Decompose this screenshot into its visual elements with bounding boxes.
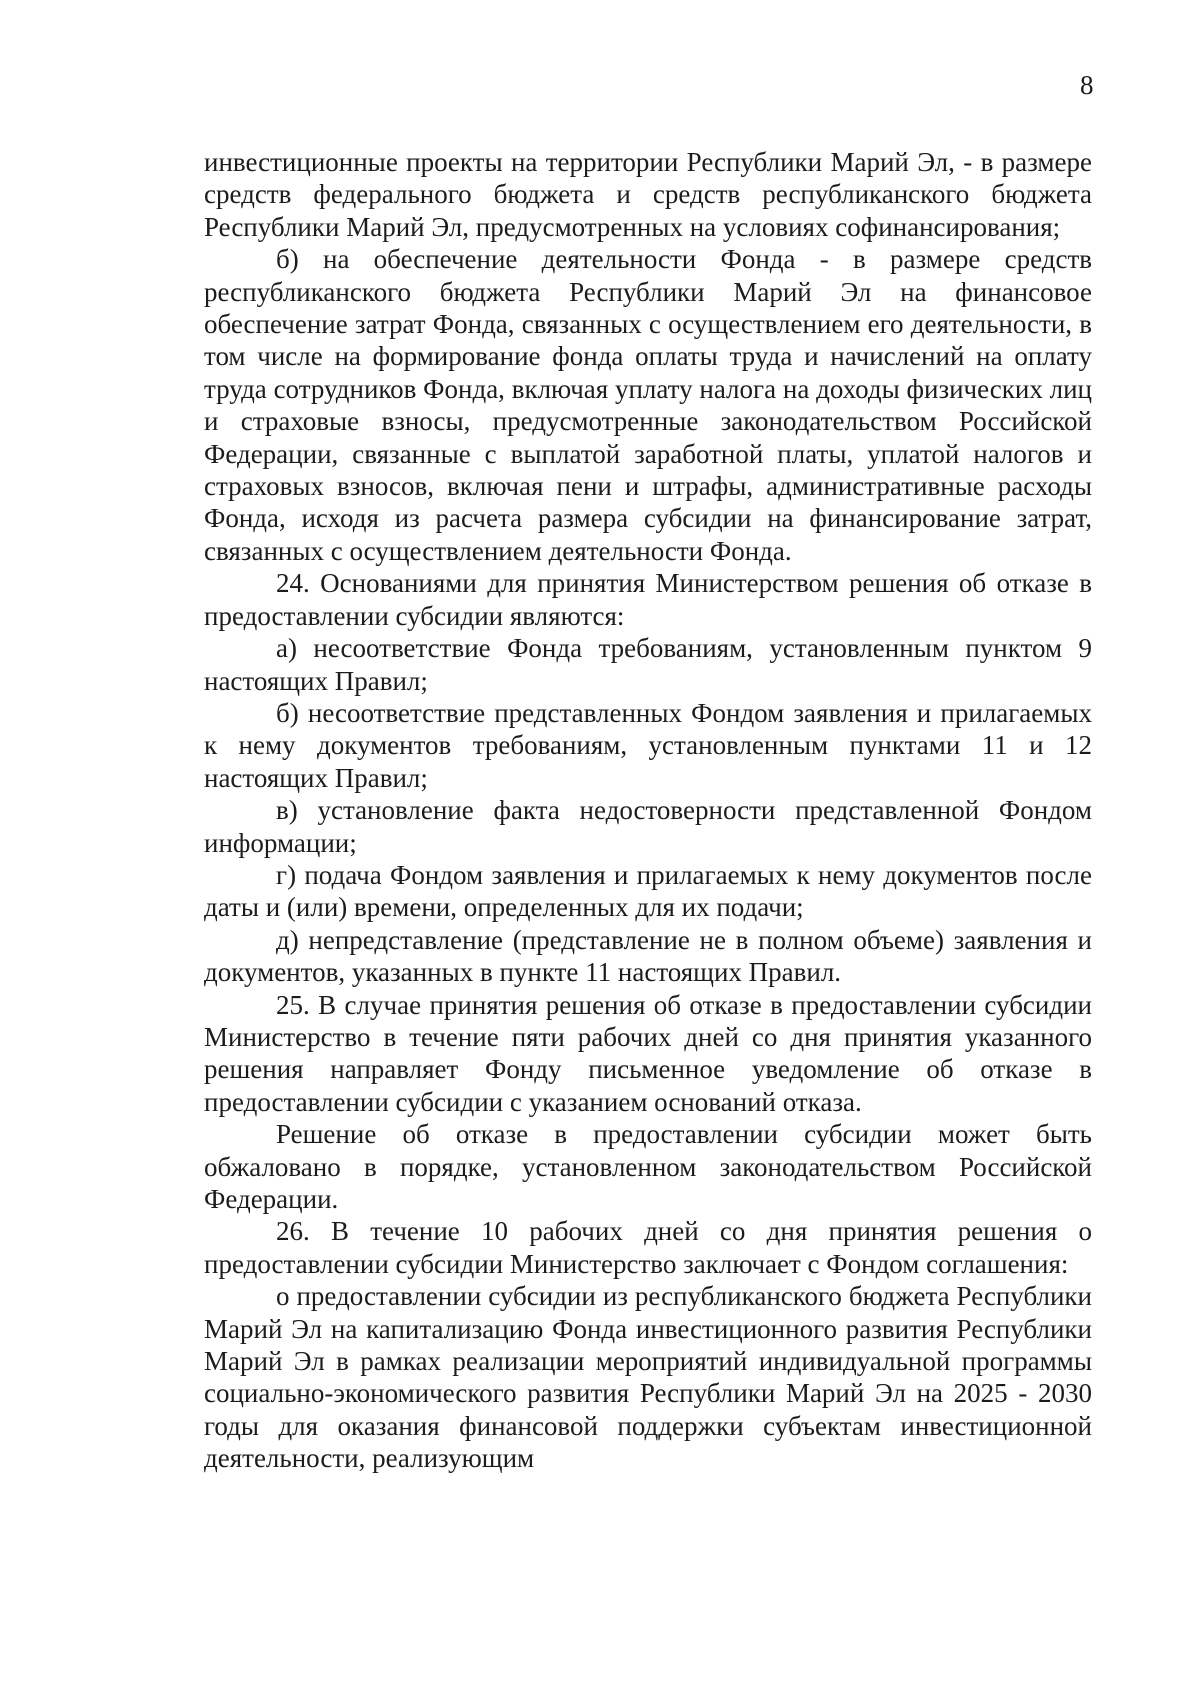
document-body: [204, 146, 1092, 1475]
paragraph-26-agreement: о предоставлении субсидии из республиканского бюджета Республики Марий Эл на капитализацию Фонда инвестиционного развития Республики Марий Эл в рамках реализации мероприятий индивидуальной программы социально-экономического развития Республики Марий Эл на 2025 - 2030 годы для оказания финансовой поддержки субъектам инвестиционной деятельности, реализующим: [204, 1281, 1092, 1474]
paragraph-25-appeal: Решение об отказе в предоставлении субсидии может быть обжаловано в порядке, установленном законодательством Российской Федерации.: [204, 1119, 1092, 1214]
paragraph-24-b: б) несоответствие представленных Фондом заявления и прилагаемых к нему документов требованиям, установленным пунктами 11 и 12 настоящих Правил;: [204, 697, 1092, 793]
paragraph-26: 26. В течение 10 рабочих дней со дня принятия решения о предоставлении субсидии Министерство заключает с Фондом соглашения:: [204, 1216, 1092, 1279]
paragraph-item-b-fund-activity: б) на обеспечение деятельности Фонда - в размере средств республиканского бюджета Республики Марий Эл на финансовое обеспечение затрат Фонда, связанных с осуществлением его деятельности, в том числе на формирование фонда оплаты труда и начислений на оплату труда сотрудников Фонда, включая уплату налога на доходы физических лиц и страховые взносы, предусмотренные законодательством Российской Федерации, связанные с выплатой заработной платы, уплатой налогов и страховых взносов, включая пени и штрафы, административные расходы Фонда, исходя из расчета размера субсидии на финансирование затрат, связанных с осуществлением деятельности Фонда.: [204, 244, 1092, 566]
paragraph-24-d: д) непредставление (представление не в полном объеме) заявления и документов, указанных в пункте 11 настоящих Правил.: [204, 924, 1092, 988]
paragraph-24-a: а) несоответствие Фонда требованиям, установленным пунктом 9 настоящих Правил;: [204, 633, 1092, 696]
paragraph-24-grounds: 24. Основаниями для принятия Министерством решения об отказе в предоставлении субсидии являются:: [204, 568, 1092, 631]
page-number: 8: [1080, 70, 1094, 100]
paragraph-25: 25. В случае принятия решения об отказе в предоставлении субсидии Министерство в течение пяти рабочих дней со дня принятия указанного решения направляет Фонду письменное уведомление об отказе в предоставлении субсидии с указанием оснований отказа.: [204, 989, 1092, 1117]
paragraph-continuation: инвестиционные проекты на территории Республики Марий Эл, - в размере средств федерального бюджета и средств республиканского бюджета Республики Марий Эл, предусмотренных на условиях софинансирования;: [204, 147, 1092, 242]
paragraph-24-g: г) подача Фондом заявления и прилагаемых к нему документов после даты и (или) времени, определенных для их подачи;: [204, 859, 1092, 923]
paragraph-24-v: в) установление факта недостоверности представленной Фондом информации;: [204, 795, 1092, 858]
